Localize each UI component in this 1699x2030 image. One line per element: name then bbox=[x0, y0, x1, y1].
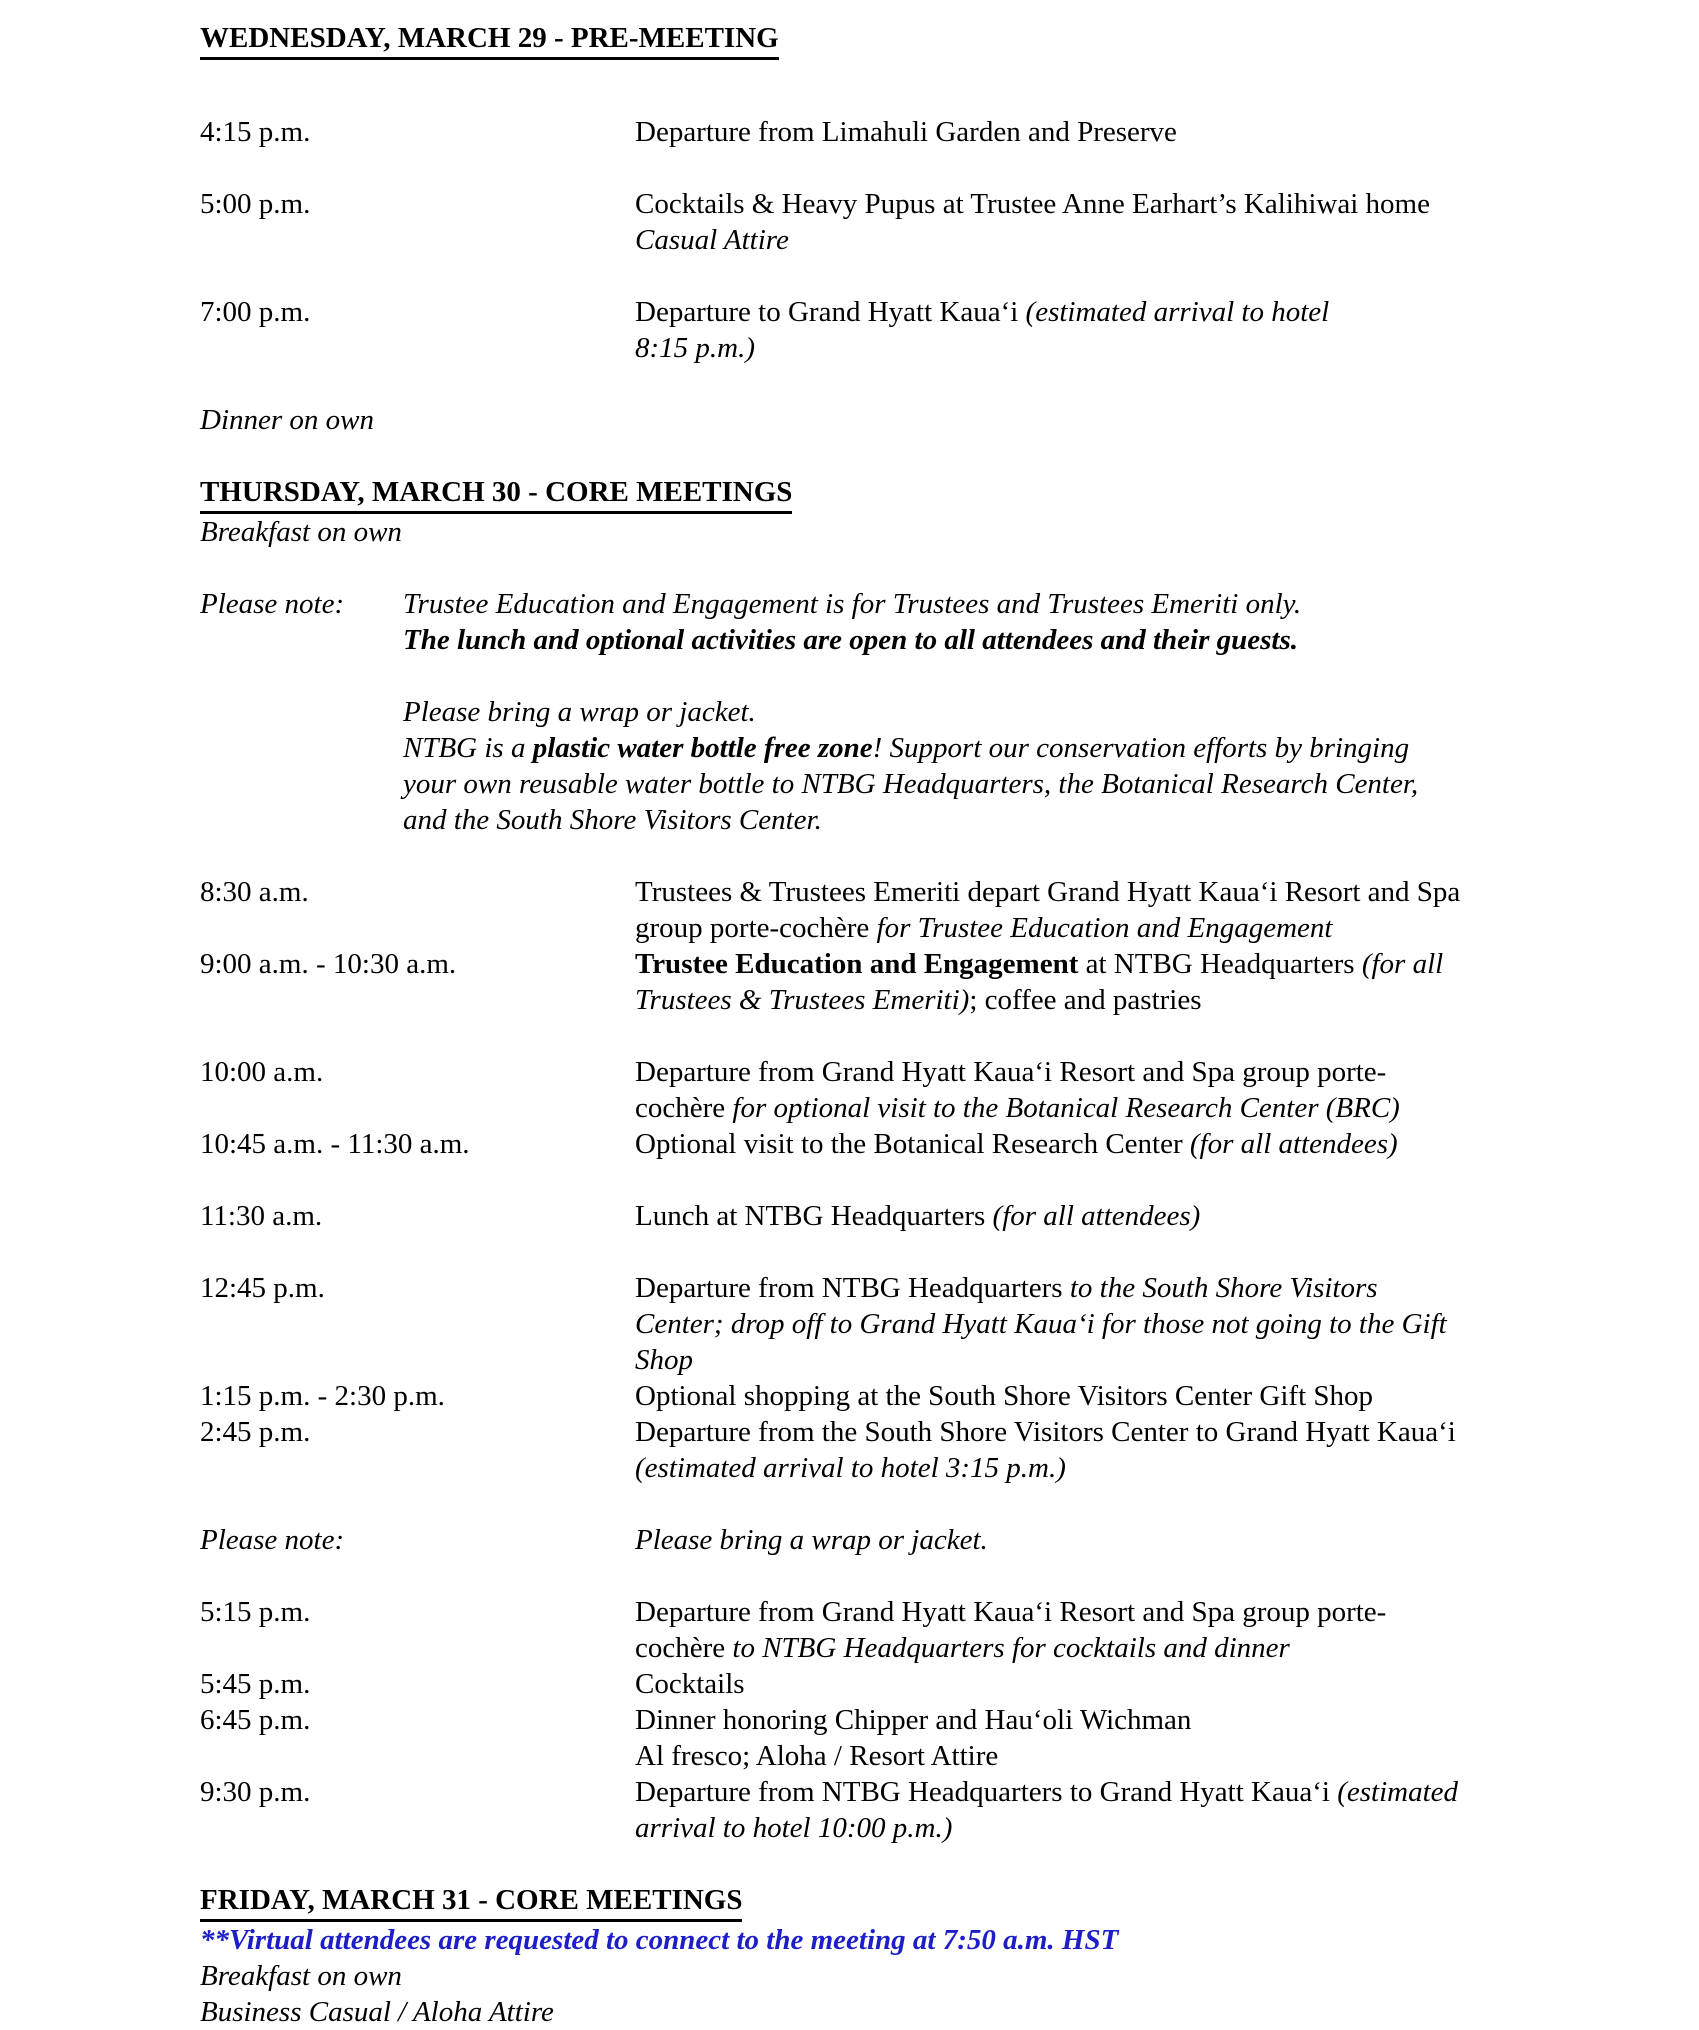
text-segment: arrival to hotel 10:00 p.m.) bbox=[635, 1812, 953, 1844]
text-segment: cochère bbox=[635, 1632, 733, 1664]
text-line bbox=[635, 1342, 1699, 1378]
schedule-row bbox=[200, 1702, 1699, 1774]
text-line bbox=[403, 802, 1699, 838]
text-line bbox=[635, 1450, 1699, 1486]
text-segment: Dinner on own bbox=[200, 404, 374, 436]
description-cell bbox=[635, 114, 1699, 150]
plain-text-block bbox=[200, 1994, 1699, 2030]
description-cell bbox=[635, 1702, 1699, 1774]
text-line bbox=[200, 402, 1699, 438]
description-cell bbox=[635, 1198, 1699, 1234]
text-line bbox=[635, 1126, 1699, 1162]
text-segment: for optional visit to the Botanical Research Center (BRC) bbox=[732, 1092, 1400, 1124]
time-cell: 8:30 a.m. bbox=[200, 876, 309, 908]
time-cell: 9:30 p.m. bbox=[200, 1776, 311, 1808]
day-heading-text: FRIDAY, MARCH 31 - CORE MEETINGS bbox=[200, 1882, 742, 1922]
text-segment: Trustee Education and Engagement is for Trustees and Trustees Emeriti only. bbox=[403, 588, 1302, 620]
time-cell: 9:00 a.m. - 10:30 a.m. bbox=[200, 948, 457, 980]
text-segment: Departure to Grand Hyatt Kauaʻi bbox=[635, 296, 1026, 328]
text-line bbox=[635, 1414, 1699, 1450]
text-segment: (for all attendees) bbox=[1189, 1128, 1398, 1160]
day-heading-text: WEDNESDAY, MARCH 29 - PRE-MEETING bbox=[200, 20, 779, 60]
text-line bbox=[635, 946, 1699, 982]
day-heading bbox=[200, 20, 1699, 60]
plain-text-block bbox=[200, 1958, 1699, 1994]
text-segment: Al fresco; Aloha / Resort Attire bbox=[635, 1740, 999, 1772]
description-cell bbox=[635, 1414, 1699, 1486]
description-cell bbox=[635, 1774, 1699, 1846]
schedule-row bbox=[200, 1774, 1699, 1846]
text-segment: Breakfast on own bbox=[200, 1960, 402, 1992]
text-line bbox=[403, 586, 1699, 622]
text-segment: to the South Shore Visitors bbox=[1069, 1272, 1378, 1304]
text-line bbox=[635, 1522, 1699, 1558]
text-line bbox=[635, 222, 1699, 258]
text-segment: 8:15 p.m.) bbox=[635, 332, 756, 364]
text-line bbox=[635, 1270, 1699, 1306]
schedule-row bbox=[200, 1666, 1699, 1702]
description-cell bbox=[635, 1126, 1699, 1162]
note-text bbox=[403, 694, 1699, 838]
schedule-row bbox=[200, 1414, 1699, 1486]
text-line bbox=[635, 1378, 1699, 1414]
text-segment: ; coffee and pastries bbox=[969, 984, 1202, 1016]
text-line bbox=[635, 186, 1699, 222]
text-line bbox=[200, 514, 1699, 550]
text-segment: Shop bbox=[635, 1344, 693, 1376]
plain-text-block bbox=[200, 514, 1699, 550]
text-segment: Cocktails & Heavy Pupus at Trustee Anne Earhart’s Kalihiwai home bbox=[635, 188, 1430, 220]
text-segment: and the South Shore Visitors Center. bbox=[403, 804, 822, 836]
text-segment: (estimated arrival to hotel bbox=[1025, 296, 1330, 328]
text-segment: Lunch at NTBG Headquarters bbox=[635, 1200, 993, 1232]
time-cell: 5:00 p.m. bbox=[200, 188, 311, 220]
text-line bbox=[200, 1994, 1699, 2030]
text-line bbox=[635, 1702, 1699, 1738]
text-segment: **Virtual attendees are requested to connect to the meeting at 7:50 a.m. HST bbox=[200, 1924, 1119, 1956]
text-segment: Trustees & Trustees Emeriti) bbox=[635, 984, 970, 1016]
note-text bbox=[403, 586, 1699, 658]
description-cell bbox=[635, 294, 1699, 366]
text-line bbox=[635, 1774, 1699, 1810]
text-segment: Center; drop off to Grand Hyatt Kauaʻi for those not going to the Gift bbox=[635, 1308, 1447, 1340]
text-line bbox=[403, 694, 1699, 730]
schedule-row bbox=[200, 294, 1699, 366]
text-line bbox=[635, 1090, 1699, 1126]
description-cell bbox=[635, 1378, 1699, 1414]
text-line bbox=[403, 730, 1699, 766]
text-line bbox=[635, 1666, 1699, 1702]
text-line bbox=[635, 910, 1699, 946]
description-cell bbox=[635, 874, 1699, 946]
text-segment: The lunch and optional activities are open to all attendees and their guests. bbox=[403, 624, 1299, 656]
text-segment: Cocktails bbox=[635, 1668, 745, 1700]
text-segment: Trustees & Trustees Emeriti depart Grand Hyatt Kauaʻi Resort and Spa bbox=[635, 876, 1461, 908]
text-segment: (for all bbox=[1361, 948, 1444, 980]
text-line bbox=[635, 982, 1699, 1018]
text-segment: (for all attendees) bbox=[992, 1200, 1201, 1232]
schedule-row bbox=[200, 186, 1699, 258]
time-cell: 10:00 a.m. bbox=[200, 1056, 324, 1088]
text-line bbox=[635, 874, 1699, 910]
time-cell: 5:45 p.m. bbox=[200, 1668, 311, 1700]
text-segment: Trustee Education and Engagement bbox=[635, 948, 1079, 980]
time-cell: 1:15 p.m. - 2:30 p.m. bbox=[200, 1380, 445, 1412]
text-segment: Departure from Grand Hyatt Kauaʻi Resort and Spa group porte- bbox=[635, 1056, 1387, 1088]
text-segment: Departure from Grand Hyatt Kauaʻi Resort and Spa group porte- bbox=[635, 1596, 1387, 1628]
text-segment: Dinner honoring Chipper and Hauʻoli Wichman bbox=[635, 1704, 1192, 1736]
text-segment: Optional shopping at the South Shore Visitors Center Gift Shop bbox=[635, 1380, 1373, 1412]
text-segment: Please bring a wrap or jacket. bbox=[635, 1524, 988, 1556]
time-cell: 4:15 p.m. bbox=[200, 116, 311, 148]
text-line bbox=[635, 1306, 1699, 1342]
text-line bbox=[635, 114, 1699, 150]
description-cell bbox=[635, 946, 1699, 1018]
text-line bbox=[635, 1810, 1699, 1846]
text-segment: Optional visit to the Botanical Research Center bbox=[635, 1128, 1190, 1160]
text-segment: (estimated bbox=[1337, 1776, 1459, 1808]
text-segment: Departure from NTBG Headquarters to Grand Hyatt Kauaʻi bbox=[635, 1776, 1338, 1808]
description-cell bbox=[635, 1594, 1699, 1666]
schedule-row bbox=[200, 1054, 1699, 1126]
text-segment: Please bring a wrap or jacket. bbox=[403, 696, 756, 728]
text-line bbox=[635, 1738, 1699, 1774]
text-line bbox=[403, 766, 1699, 802]
description-cell bbox=[635, 1054, 1699, 1126]
plain-text-block bbox=[200, 1922, 1699, 1958]
text-segment: cochère bbox=[635, 1092, 733, 1124]
text-segment: Breakfast on own bbox=[200, 516, 402, 548]
text-segment: NTBG is a bbox=[403, 732, 533, 764]
schedule-row bbox=[200, 1198, 1699, 1234]
text-segment: Casual Attire bbox=[635, 224, 789, 256]
text-segment: your own reusable water bottle to NTBG Headquarters, the Botanical Research Center, bbox=[403, 768, 1419, 800]
time-cell: 7:00 p.m. bbox=[200, 296, 311, 328]
text-line bbox=[200, 1922, 1699, 1958]
note-label: Please note: bbox=[200, 1524, 345, 1556]
text-segment: Departure from Limahuli Garden and Preserve bbox=[635, 116, 1177, 148]
note-text bbox=[635, 1522, 1699, 1558]
description-cell bbox=[635, 1666, 1699, 1702]
text-segment: (estimated arrival to hotel 3:15 p.m.) bbox=[635, 1452, 1066, 1484]
text-line bbox=[635, 1594, 1699, 1630]
time-cell: 6:45 p.m. bbox=[200, 1704, 311, 1736]
text-segment: Business Casual / Aloha Attire bbox=[200, 1996, 554, 2028]
time-cell: 11:30 a.m. bbox=[200, 1200, 323, 1232]
text-line bbox=[635, 1054, 1699, 1090]
text-line bbox=[200, 1958, 1699, 1994]
time-cell: 10:45 a.m. - 11:30 a.m. bbox=[200, 1128, 470, 1160]
text-segment: group porte-cochère bbox=[635, 912, 877, 944]
schedule-row bbox=[200, 946, 1699, 1018]
schedule-row bbox=[200, 1378, 1699, 1414]
description-cell bbox=[635, 186, 1699, 258]
time-cell: 5:15 p.m. bbox=[200, 1596, 311, 1628]
schedule-row bbox=[200, 1126, 1699, 1162]
schedule-row bbox=[200, 114, 1699, 150]
day-heading bbox=[200, 1882, 1699, 1922]
text-segment: Departure from NTBG Headquarters bbox=[635, 1272, 1070, 1304]
schedule-row bbox=[200, 1594, 1699, 1666]
time-cell: 2:45 p.m. bbox=[200, 1416, 311, 1448]
note-block bbox=[200, 1522, 1699, 1558]
text-line bbox=[635, 1198, 1699, 1234]
description-cell bbox=[635, 1270, 1699, 1378]
schedule-row bbox=[200, 1270, 1699, 1378]
text-segment: at NTBG Headquarters bbox=[1078, 948, 1362, 980]
text-line bbox=[403, 622, 1699, 658]
note-block bbox=[200, 586, 1699, 658]
day-heading-text: THURSDAY, MARCH 30 - CORE MEETINGS bbox=[200, 474, 792, 514]
time-cell: 12:45 p.m. bbox=[200, 1272, 325, 1304]
text-line bbox=[635, 294, 1699, 330]
note-block bbox=[200, 694, 1699, 838]
text-line bbox=[635, 330, 1699, 366]
text-segment: ! Support our conservation efforts by bringing bbox=[872, 732, 1410, 764]
note-label: Please note: bbox=[200, 588, 345, 620]
text-segment: for Trustee Education and Engagement bbox=[876, 912, 1333, 944]
day-heading bbox=[200, 474, 1699, 514]
schedule-row bbox=[200, 874, 1699, 946]
text-segment: plastic water bottle free zone bbox=[532, 732, 873, 764]
text-segment: to NTBG Headquarters for cocktails and dinner bbox=[732, 1632, 1290, 1664]
text-segment: Departure from the South Shore Visitors Center to Grand Hyatt Kauaʻi bbox=[635, 1416, 1456, 1448]
text-line bbox=[635, 1630, 1699, 1666]
plain-text-block bbox=[200, 402, 1699, 438]
